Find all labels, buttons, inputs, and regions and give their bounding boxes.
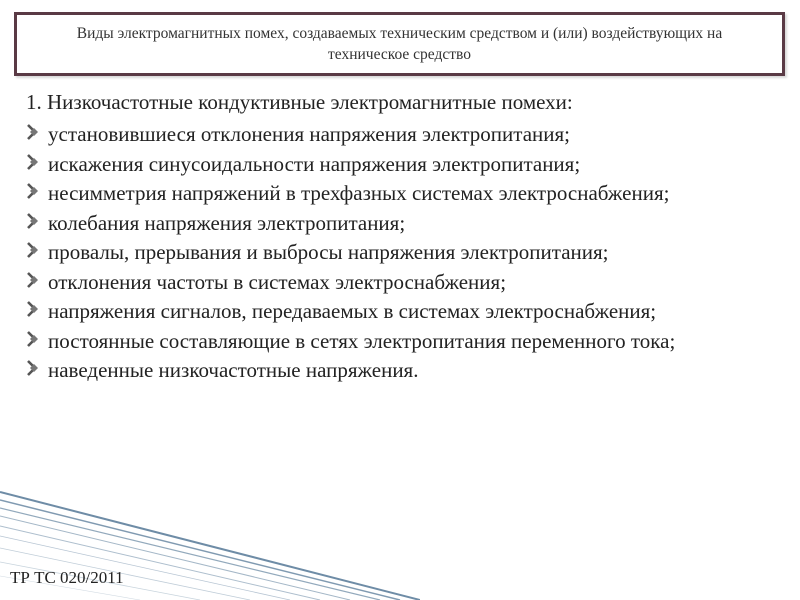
bullet-text: отклонения частоты в системах электроснабжения; [48, 269, 507, 294]
chevron-diamond-icon [26, 153, 42, 171]
bullet-text: колебания напряжения электропитания; [48, 210, 406, 235]
chevron-diamond-icon [26, 330, 42, 348]
list-item [26, 120, 784, 150]
bullet-text: несимметрия напряжений в трехфазных системах электроснабжения; [48, 181, 670, 205]
list-item [26, 297, 784, 327]
chevron-diamond-icon [26, 359, 42, 377]
bullet-text: искажения синусоидальности напряжения электропитания; [48, 151, 581, 176]
list-item [26, 150, 784, 180]
bullet-text: провалы, прерывания и выбросы напряжения электропитания; [48, 240, 609, 264]
chevron-diamond-icon [26, 123, 42, 141]
content-area [26, 88, 784, 386]
slide-title: Виды электромагнитных помех, создаваемых техническим средством и (или) воздействующих на техническое средство [76, 25, 723, 63]
bullet-text: установившиеся отклонения напряжения электропитания; [48, 122, 571, 146]
bullet-list [26, 120, 784, 386]
bullet-text: наведенные низкочастотные напряжения. [48, 358, 419, 382]
list-item [26, 268, 784, 298]
chevron-diamond-icon [26, 212, 42, 230]
chevron-diamond-icon [26, 241, 42, 259]
chevron-diamond-icon [26, 182, 42, 200]
chevron-diamond-icon [26, 271, 42, 289]
list-item [26, 356, 784, 386]
list-item [26, 327, 784, 357]
list-item [26, 179, 784, 209]
bullet-text: напряжения сигналов, передаваемых в системах электроснабжения; [48, 299, 657, 323]
chevron-diamond-icon [26, 300, 42, 318]
footer-reference: ТР ТС 020/2011 [10, 568, 124, 587]
list-item [26, 209, 784, 239]
list-item [26, 238, 784, 268]
section-heading: 1. Низкочастотные кондуктивные электромагнитные помехи: [26, 90, 573, 114]
bullet-text: постоянные составляющие в сетях электропитания переменного тока; [48, 328, 676, 353]
title-box [14, 12, 785, 76]
